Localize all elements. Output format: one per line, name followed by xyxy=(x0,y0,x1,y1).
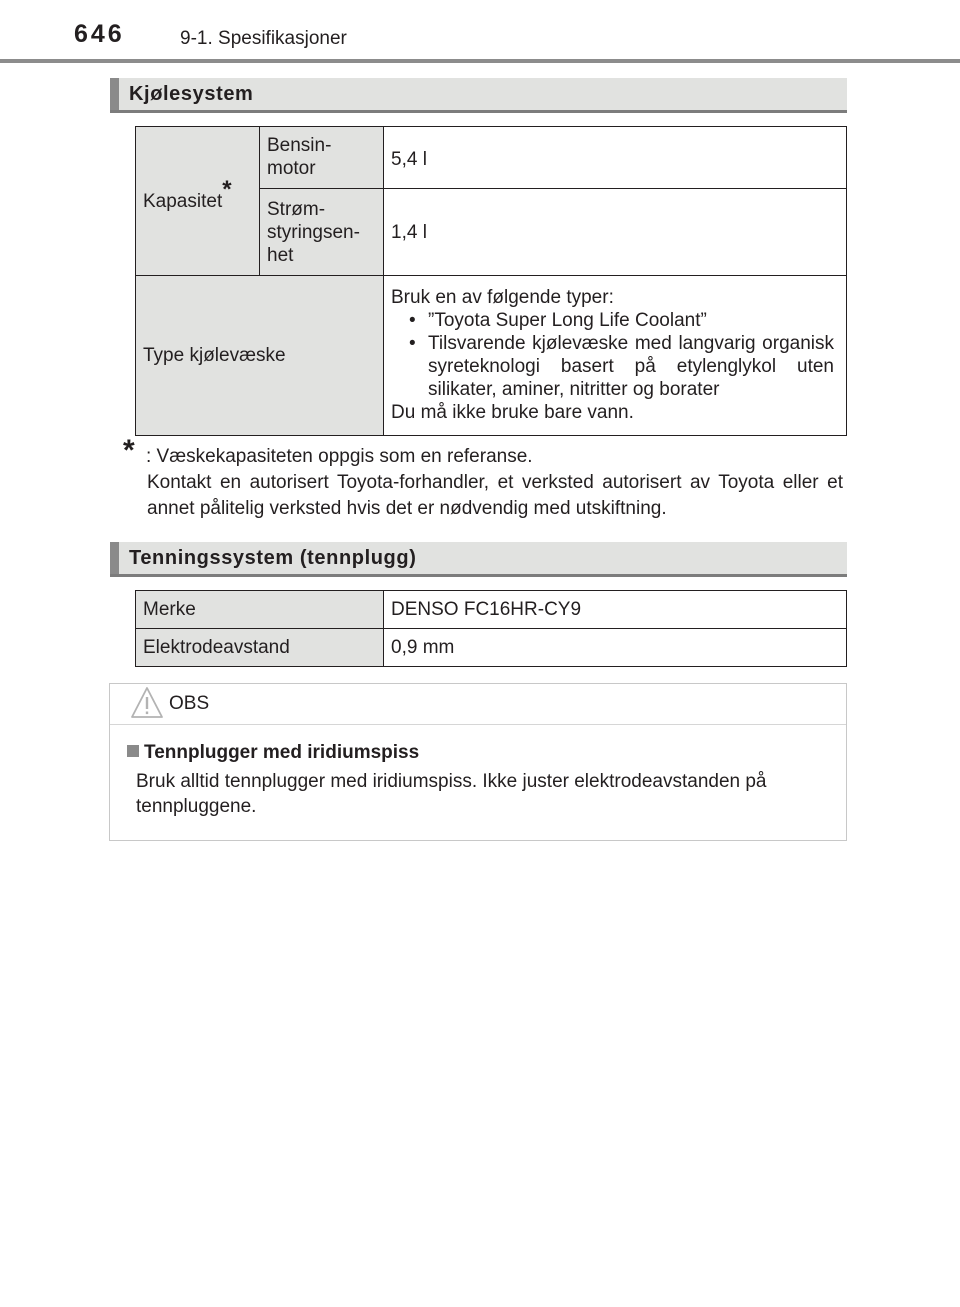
square-bullet-icon xyxy=(127,745,139,757)
warning-triangle-icon xyxy=(130,686,164,720)
brand-value: DENSO FC16HR-CY9 xyxy=(384,591,847,629)
page-header xyxy=(0,0,960,62)
table-row xyxy=(136,127,847,189)
notice-item-body: Bruk alltid tennplugger med iridiumspiss. Ikke juster elektrodeavstanden på tennpluggene. xyxy=(136,771,767,817)
coolant-note: Du må ikke bruke bare vann. xyxy=(391,402,634,423)
notice-item-title-row xyxy=(127,742,419,764)
coolant-list xyxy=(391,309,834,401)
bullet: • xyxy=(409,333,416,354)
coolant-item-text: Tilsvarende kjølevæske med langvarig organisk syreteknologi basert på etylenglykol uten silikater, aminer, nitritter og borater xyxy=(428,333,834,400)
power-control-unit-label: Strøm- styringsen- het xyxy=(260,189,384,276)
list-item xyxy=(391,332,834,401)
section-heading-bar xyxy=(110,542,119,574)
notice-item-title: Tennplugger med iridiumspiss xyxy=(144,742,420,763)
electrode-gap-value: 0,9 mm xyxy=(384,629,847,667)
notice-box xyxy=(109,683,847,841)
coolant-intro: Bruk en av følgende typer: xyxy=(391,287,614,308)
section-heading-ignition xyxy=(110,542,847,577)
ignition-spec-table xyxy=(135,590,847,667)
page-number: 646 xyxy=(74,20,125,48)
notice-title: OBS xyxy=(169,693,210,714)
bullet: • xyxy=(409,310,416,331)
gasoline-engine-label: Bensin- motor xyxy=(260,127,384,189)
coolant-type-value xyxy=(384,276,847,436)
capacity-footnote-mark: * xyxy=(222,176,232,204)
list-item xyxy=(391,309,834,332)
section-heading-label: Tenningssystem (tennplugg) xyxy=(129,547,417,569)
capacity-label: Kapasitet xyxy=(143,190,223,212)
chapter-title: 9-1. Spesifikasjoner xyxy=(180,28,347,49)
header-rule xyxy=(0,59,960,63)
gasoline-engine-value: 5,4 l xyxy=(384,127,847,189)
section-heading-bar xyxy=(110,78,119,110)
cooling-spec-table xyxy=(135,126,847,436)
section-heading-label: Kjølesystem xyxy=(129,83,254,105)
table-row xyxy=(136,591,847,629)
section-heading-cooling xyxy=(110,78,847,113)
brand-label: Merke xyxy=(136,591,384,629)
notice-header xyxy=(110,684,846,725)
footnote-mark: * xyxy=(123,434,135,467)
footnote-line-2: Kontakt en autorisert Toyota-forhandler, et verksted autorisert av Toyota eller et annet pålitelig verksted hvis det er nødvendig med utskiftning. xyxy=(147,472,843,519)
capacity-label-cell xyxy=(136,127,260,276)
footnote-line-1: : Væskekapasiteten oppgis som en referanse. xyxy=(146,446,533,467)
table-row xyxy=(136,629,847,667)
coolant-item-text: ”Toyota Super Long Life Coolant” xyxy=(428,310,707,331)
electrode-gap-label: Elektrodeavstand xyxy=(136,629,384,667)
table-row xyxy=(136,276,847,436)
footnote xyxy=(123,434,843,522)
coolant-type-label: Type kjølevæske xyxy=(136,276,384,436)
power-control-unit-value: 1,4 l xyxy=(384,189,847,276)
